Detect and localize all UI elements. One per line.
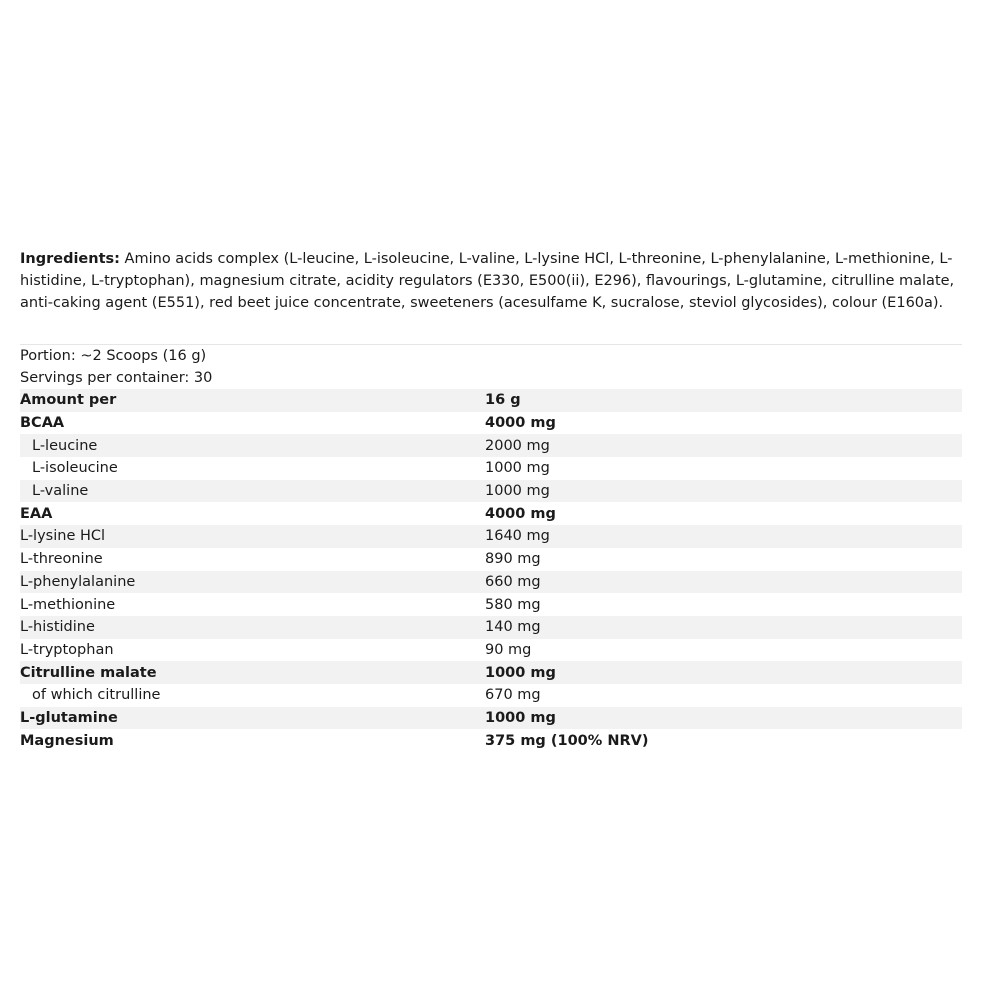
ingredients-text: Amino acids complex (L-leucine, L-isoleucine, L-valine, L-lysine HCl, L-threonine, L-phenylalanine, L-methionine, L-histidine, L-tryptophan), magnesium citrate, acidity regulators (E330, E500(ii), E296), flavourings, L-glutamine, citrulline malate, anti-caking agent (E551), red beet juice concentrate, sweeteners (acesulfame K, sucralose, steviol glycosides), colour (E160a). [20,251,955,311]
row-name: L-phenylalanine [20,571,485,594]
table-row-methionine [20,593,962,616]
nutrition-table [20,389,962,752]
row-value: 1000 mg [485,480,962,503]
row-value: 1000 mg [485,707,962,730]
table-row-glutamine [20,707,962,730]
table-row-magnesium [20,729,962,752]
row-value: 2000 mg [485,434,962,457]
row-value: 670 mg [485,687,541,704]
row-value: 1640 mg [485,525,962,548]
row-value: 890 mg [485,551,541,568]
row-name: L-valine [20,480,485,503]
table-row-threonine [20,548,962,571]
row-name: BCAA [20,415,65,432]
row-value: 1000 mg [485,460,550,477]
table-row-bcaa [20,412,962,435]
row-value: 375 mg (100% NRV) [485,732,649,749]
row-value: 4000 mg [485,415,556,432]
table-row-citrulline-malate [20,661,962,684]
table-row-histidine [20,616,962,639]
nutrition-table-section [20,344,962,752]
row-name: EAA [20,505,53,522]
ingredients-label: Ingredients: [20,251,120,267]
row-name: L-methionine [20,596,116,613]
row-value: 580 mg [485,596,541,613]
table-row-lysine [20,525,962,548]
row-name: L-leucine [20,434,485,457]
table-row-valine [20,480,962,503]
ingredients-paragraph [20,248,970,314]
table-row-eaa [20,502,962,525]
table-row-leucine [20,434,962,457]
table-row-citrulline [20,684,962,707]
row-value: 4000 mg [485,505,556,522]
table-row-phenylalanine [20,571,962,594]
row-value: 1000 mg [485,661,962,684]
table-row-tryptophan [20,639,962,662]
row-name: of which citrulline [32,687,161,704]
header-amount-per: Amount per [20,389,485,412]
row-name: L-glutamine [20,707,485,730]
row-value: 90 mg [485,641,532,658]
row-name: Magnesium [20,732,114,749]
row-name: Citrulline malate [20,661,485,684]
servings-line: Servings per container: 30 [20,370,213,386]
row-name: L-tryptophan [20,641,114,658]
row-value: 140 mg [485,616,962,639]
row-value: 660 mg [485,571,962,594]
table-row-isoleucine [20,457,962,480]
row-name: L-threonine [20,551,103,568]
row-name: L-histidine [20,616,485,639]
table-header-row [20,389,962,412]
row-name: L-lysine HCl [20,525,485,548]
portion-line: Portion: ~2 Scoops (16 g) [20,344,962,367]
header-serving-size: 16 g [485,389,962,412]
row-name: L-isoleucine [32,460,118,477]
